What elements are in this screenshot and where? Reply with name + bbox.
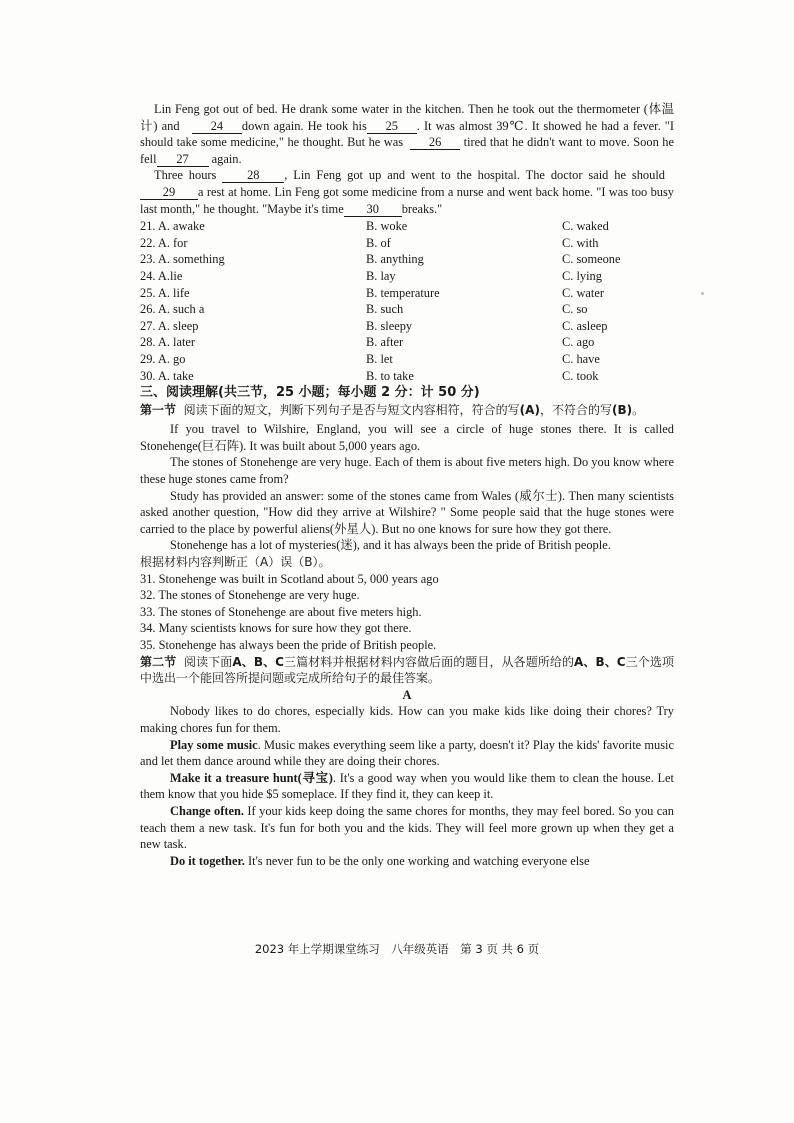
option-b: B. temperature [366, 285, 440, 300]
passage-1-paragraph: Stonehenge has a lot of mysteries(迷), and it has always been the pride of British people. [170, 538, 611, 553]
question-34: 34. Many scientists knows for sure how they got there. [140, 621, 412, 636]
option-b: B. woke [366, 219, 408, 234]
option-c: C. water [562, 285, 604, 300]
judge-instruction: 根据材料内容判断正（A）误（B）。 [140, 555, 331, 570]
question-33: 33. The stones of Stonehenge are about five meters high. [140, 604, 422, 619]
option-a: 30. A. take [140, 368, 194, 383]
tip-text: If your kids keep doing the same chores for months, they may feel bored. So you can teach them a new task. It's fun for both you and the kids. They will feel more grown up when they get a new task. [140, 803, 674, 852]
page-content [140, 101, 674, 869]
passage-1-paragraph: If you travel to Wilshire, England, you will see a circle of huge stones there. It is called Stonehenge(巨石阵). It was built about 5,000 years ago. [140, 422, 674, 453]
option-row [140, 318, 674, 335]
option-b: B. lay [366, 268, 396, 283]
blank-26: 26 [410, 136, 460, 150]
option-a: 26. A. such a [140, 302, 205, 317]
scan-speck [701, 292, 704, 295]
passage-a-paragraph [140, 737, 674, 770]
instruction-text: 阅读下面的短文，判断下列句子是否与短文内容相符，符合的写 [183, 402, 520, 417]
passage-a-paragraph [140, 803, 674, 853]
passage-a-paragraph [140, 770, 674, 803]
instruction-text: 阅读下面 [184, 654, 233, 669]
instruction-text: 三个选项中选出一个能回答所提问题或完成所给句子的最佳答案。 [140, 654, 674, 686]
tip-heading: Do it together. [170, 853, 245, 868]
tip-heading: Change often. [170, 803, 244, 818]
cloze-text: again. [211, 151, 242, 166]
cloze-text: breaks." [401, 201, 443, 216]
tip-text: . Music makes everything seem like a party, doesn't it? Play the kids' favorite music and let them dance around while they are doing their chores. [140, 737, 674, 769]
option-row [140, 334, 674, 351]
blank-24: 24 [192, 120, 242, 134]
mark-a: (A) [519, 402, 540, 417]
cloze-options [140, 218, 674, 384]
option-b: B. anything [366, 252, 424, 267]
cloze-text: . It was almost 39℃. It showed he had a fever. "I should take some medicine," he thought. But he was [140, 118, 674, 150]
option-a: 22. A. for [140, 235, 188, 250]
part-2-instructions [140, 654, 674, 687]
option-row [140, 368, 674, 385]
option-a: 27. A. sleep [140, 318, 199, 333]
passage-a-paragraph: Nobody likes to do chores, especially kids. How can you make kids like doing their chores? Try making chores fun for them. [140, 704, 674, 735]
cloze-text: , Lin Feng got up and went to the hospital. The doctor said he should [284, 168, 665, 183]
option-row [140, 235, 674, 252]
option-a: 29. A. go [140, 351, 186, 366]
option-row [140, 351, 674, 368]
option-c: C. lying [562, 268, 602, 283]
option-a: 23. A. something [140, 252, 225, 267]
part-2-label: 第二节 [140, 654, 177, 669]
cloze-text: tired that he didn't want to move. Soon he fell [140, 135, 674, 166]
option-b: B. sleepy [366, 318, 413, 333]
option-b: B. after [366, 335, 404, 350]
blank-25: 25 [367, 120, 417, 134]
choice-letters: A、B、C [574, 654, 626, 669]
option-a: 24. A.lie [140, 268, 183, 283]
cloze-paragraph-2 [140, 167, 674, 217]
option-row [140, 268, 674, 285]
option-a: 28. A. later [140, 335, 196, 350]
option-b: B. such [366, 302, 404, 317]
question-35: 35. Stonehenge has always been the pride of British people. [140, 638, 437, 652]
page-footer: 2023 年上学期课堂练习 八年级英语 第 3 页 共 6 页 [254, 942, 540, 956]
choice-letters: A、B、C [232, 654, 284, 669]
question-31: 31. Stonehenge was built in Scotland about 5, 000 years ago [140, 571, 439, 586]
option-c: C. asleep [562, 318, 608, 333]
option-c: C. with [562, 235, 599, 250]
blank-27: 27 [157, 153, 209, 167]
blank-28: 28 [222, 169, 284, 183]
tip-text: It's never fun to be the only one working and watching everyone else [244, 853, 590, 868]
option-c: C. so [562, 302, 588, 317]
passage-a-paragraph [140, 853, 674, 870]
section-3-title: 三、阅读理解(共三节，25 小题；每小题 2 分：计 50 分) [140, 385, 480, 401]
blank-29: 29 [140, 186, 198, 200]
part-1-instructions [140, 402, 674, 419]
instruction-text: ，不符合的写 [539, 402, 612, 417]
option-b: B. of [366, 235, 391, 250]
option-c: C. have [562, 351, 600, 366]
option-a: 21. A. awake [140, 219, 205, 234]
cloze-text: down again. He took his [241, 118, 367, 133]
option-row [140, 285, 674, 302]
option-c: C. ago [562, 335, 595, 350]
passage-1-paragraph: The stones of Stonehenge are very huge. Each of them is about five meters high. Do you know where these huge stones came from? [140, 455, 674, 487]
cloze-text: a rest at home. Lin Feng got some medicine from a nurse and went back home. "I was too busy last month," he thought. "Maybe it's time [140, 184, 674, 216]
tip-heading: Play some music [170, 737, 258, 752]
option-c: C. someone [562, 252, 621, 267]
mark-b: (B) [611, 402, 633, 417]
tip-text: . It's a good way when you would like them to clean the house. Let them know that you hide $5 someplace. If they find it, they can keep it. [140, 770, 674, 802]
question-32: 32. The stones of Stonehenge are very huge. [140, 588, 360, 603]
passage-1-paragraph: Study has provided an answer: some of the stones came from Wales (威尔士). Then many scientists asked another question, "How did they arrive at Wilshire? " Some people said that the huge stones were carried to the place by powerful aliens(外星人). But no one knows for sure how they got there. [140, 488, 674, 536]
tip-heading: Make it a treasure hunt(寻宝) [170, 770, 333, 785]
option-row [140, 301, 674, 318]
blank-30: 30 [344, 203, 402, 217]
option-row [140, 251, 674, 268]
cloze-paragraph-1 [140, 101, 674, 167]
instruction-text: 三篇材料并根据材料内容做后面的题目，从各题所给的 [283, 654, 575, 669]
passage-a-title: A [402, 687, 412, 702]
option-b: B. let [366, 351, 393, 366]
cloze-text: Lin Feng got out of bed. He drank some water in the kitchen. Then he took out the thermometer (体温计) and [140, 102, 674, 133]
part-1-label: 第一节 [140, 402, 177, 417]
option-c: C. took [562, 368, 599, 383]
option-row [140, 218, 674, 235]
option-c: C. waked [562, 219, 609, 234]
option-a: 25. A. life [140, 285, 190, 300]
cloze-text: Three hours [154, 168, 217, 183]
option-b: B. to take [366, 368, 414, 383]
instruction-text: 。 [632, 402, 645, 417]
